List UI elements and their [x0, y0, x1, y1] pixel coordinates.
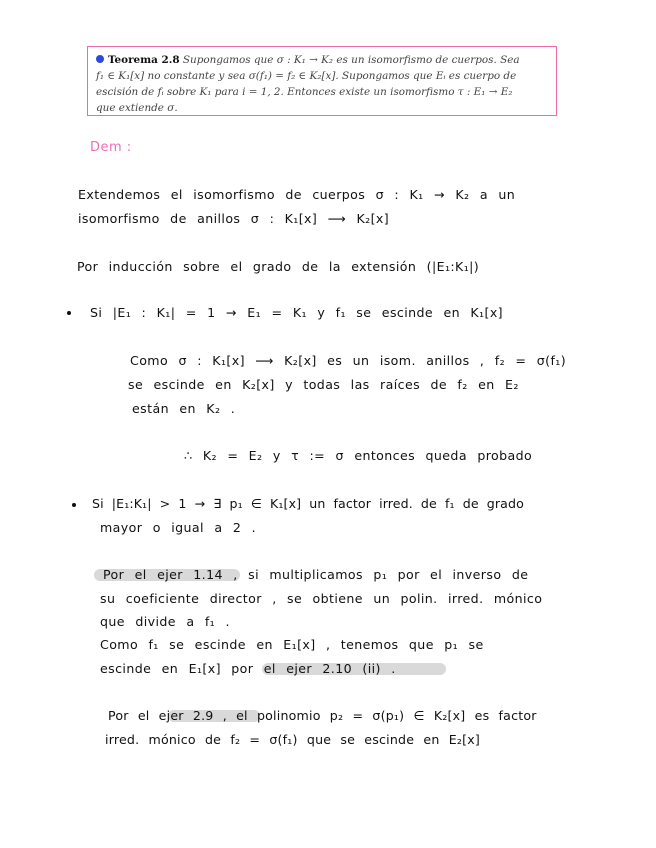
note-line: Por inducción sobre el grado de la extensión (|E₁:K₁|) — [77, 259, 480, 274]
note-line: su coeficiente director , se obtiene un polin. irred. mónico — [100, 591, 543, 606]
theorem-text-3: escisión de fᵢ sobre K₁ para i = 1, 2. Entonces existe un isomorfismo τ : E₁ → E₂ — [96, 86, 513, 98]
theorem-bullet-icon — [96, 55, 104, 63]
note-line: están en K₂ . — [132, 401, 236, 416]
theorem-box — [87, 46, 557, 116]
theorem-text-1: Supongamos que σ : K₁ → K₂ es un isomorfismo de cuerpos. Sea — [182, 54, 520, 66]
note-line: mayor o igual a 2 . — [100, 520, 257, 535]
note-line: que divide a f₁ . — [100, 614, 230, 629]
note-line: escinde en E₁[x] por el ejer 2.10 (ii) . — [100, 661, 396, 676]
theorem-line-1 — [96, 52, 548, 68]
theorem-text-2: f₁ ∈ K₁[x] no constante y sea σ(f₁) = f₂ ∈ K₂[x]. Supongamos que Eᵢ es cuerpo de — [96, 70, 517, 82]
note-line: se escinde en K₂[x] y todas las raíces de f₂ en E₂ — [128, 377, 519, 392]
note-line: Si |E₁:K₁| > 1 → ∃ p₁ ∈ K₁[x] un factor irred. de f₁ de grado — [92, 496, 524, 511]
note-line: irred. mónico de f₂ = σ(f₁) que se escinde en E₂[x] — [105, 732, 480, 747]
note-line: Como f₁ se escinde en E₁[x] , tenemos que p₁ se — [100, 637, 484, 652]
demo-heading: Dem : — [90, 140, 132, 155]
bullet-dot — [67, 311, 71, 315]
note-line: Como σ : K₁[x] ⟶ K₂[x] es un isom. anillos , f₂ = σ(f₁) — [130, 353, 567, 368]
bullet-dot — [72, 503, 76, 507]
note-line: Por el ejer 2.9 , el polinomio p₂ = σ(p₁) ∈ K₂[x] es factor — [108, 708, 537, 723]
note-line: Por el ejer 1.14 , si multiplicamos p₁ por el inverso de — [103, 567, 529, 582]
note-line: isomorfismo de anillos σ : K₁[x] ⟶ K₂[x] — [78, 211, 390, 226]
theorem-label: Teorema 2.8 — [108, 54, 180, 66]
theorem-text-4: que extiende σ. — [96, 102, 178, 114]
note-line: Si |E₁ : K₁| = 1 → E₁ = K₁ y f₁ se escinde en K₁[x] — [90, 305, 503, 320]
note-line: Extendemos el isomorfismo de cuerpos σ : K₁ → K₂ a un — [78, 187, 516, 202]
note-line: ∴ K₂ = E₂ y τ := σ entonces queda probado — [184, 448, 533, 463]
